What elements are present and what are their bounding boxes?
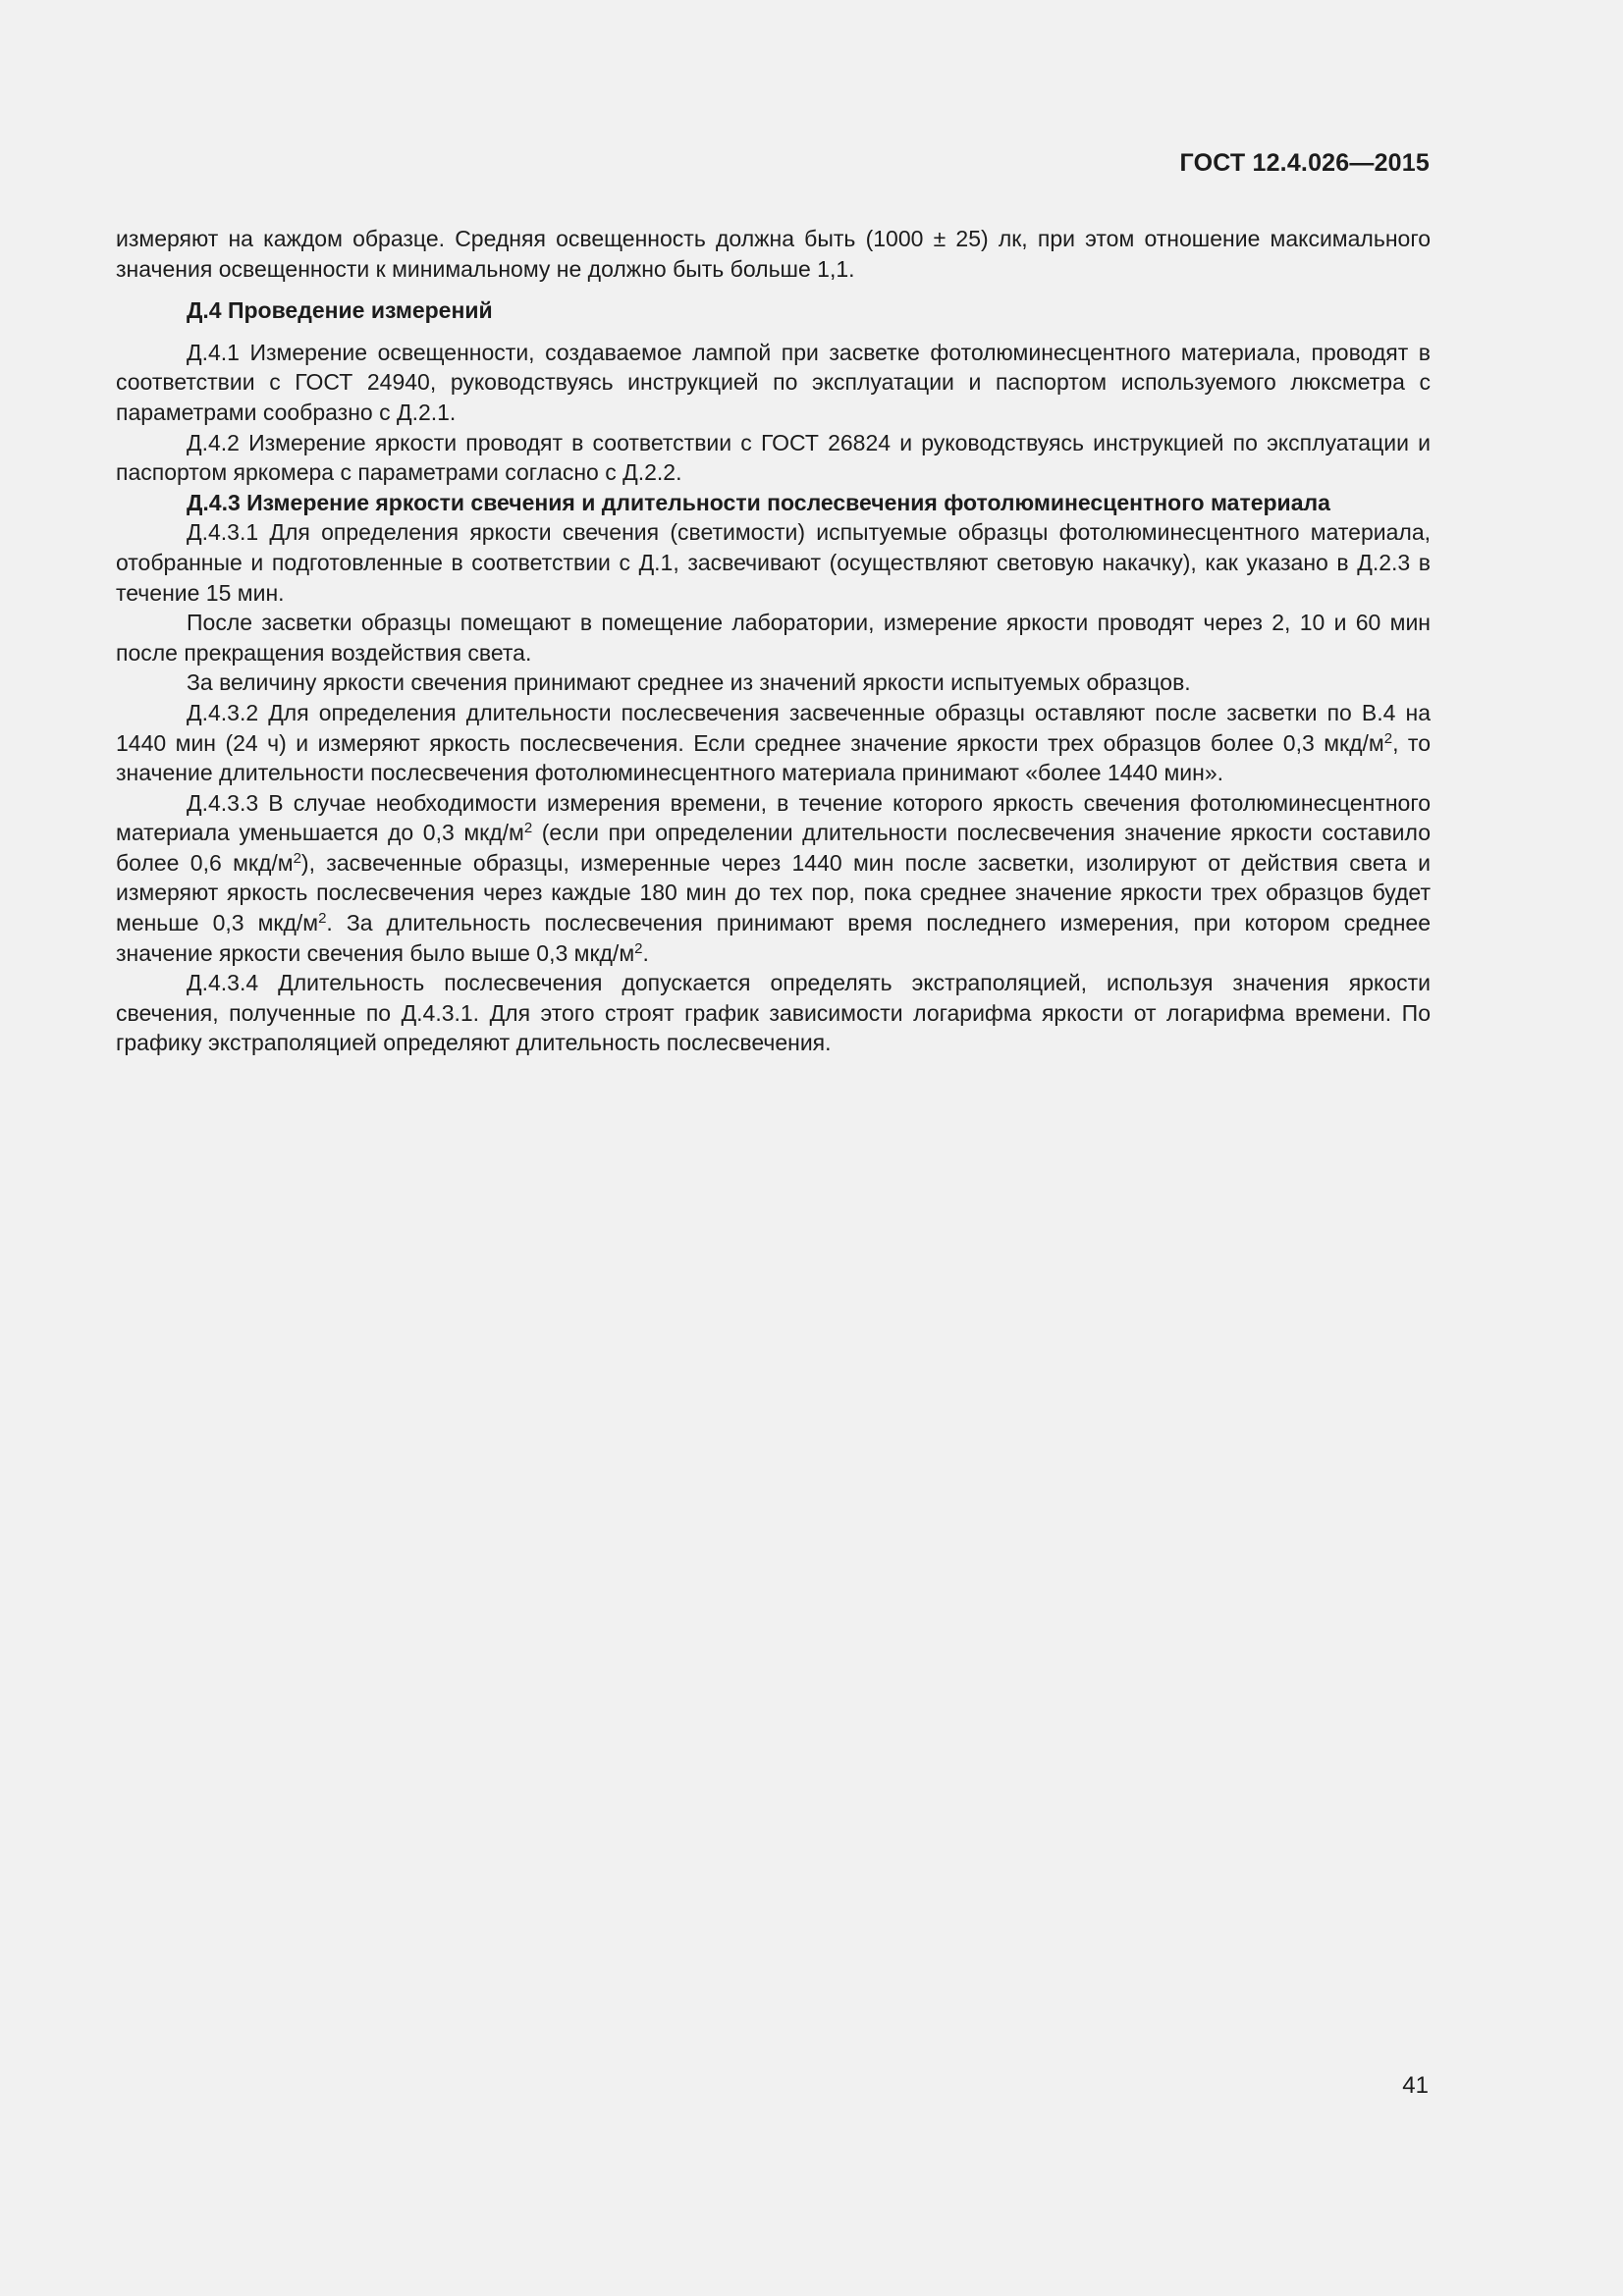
paragraph-d4-3-2	[116, 698, 1431, 788]
text-fragment: (если при определении длительности послесвечения значение яркости составило более 0,6 мкд/м	[116, 820, 1431, 876]
superscript: 2	[318, 910, 327, 928]
section-heading-d4-3: Д.4.3 Измерение яркости свечения и длительности послесвечения фотолюминесцентного материала	[187, 489, 1330, 515]
paragraph-d4-3-4: Д.4.3.4 Длительность послесвечения допускается определять экстраполяцией, используя значения яркости свечения, полученные по Д.4.3.1. Для этого строят график зависимости логарифма яркости от логарифма времени. По графику экстраполяцией определяют длительность послесвечения.	[116, 970, 1431, 1056]
text-fragment: Д.4.3.3 В случае необходимости измерения времени, в течение которого яркость свечения фотолюминесцентного материала уменьшается до 0,3 мкд/м	[116, 789, 1431, 846]
text-fragment: , то значение длительности послесвечения фотолюминесцентного материала принимают «более 1440 мин».	[116, 729, 1431, 786]
superscript: 2	[1383, 729, 1393, 747]
paragraph-d4-1: Д.4.1 Измерение освещенности, создаваемое лампой при засветке фотолюминесцентного материала, проводят в соответствии с ГОСТ 24940, руководствуясь инструкцией по эксплуатации и паспортом используемого люксметра с параметрами сообразно с Д.2.1.	[116, 339, 1431, 425]
paragraph-d4-2: Д.4.2 Измерение яркости проводят в соответствии с ГОСТ 26824 и руководствуясь инструкцией по эксплуатации и паспортом яркомера с параметрами согласно с Д.2.2.	[116, 429, 1431, 486]
paragraph-d4-3-1: Д.4.3.1 Для определения яркости свечения (светимости) испытуемые образцы фотолюминесцентного материала, отобранные и подготовленные в соответствии с Д.1, засвечивают (осуществляют световую накачку), как указано в Д.2.3 в течение 15 мин.	[116, 519, 1431, 606]
document-standard-header: ГОСТ 12.4.026—2015	[1179, 149, 1430, 177]
text-fragment: ), засвеченные образцы, измеренные через 1440 мин после засветки, изолируют от действия света и измеряют яркость послесвечения через каждые 180 мин до тех пор, пока среднее значение яркости трех образцов будет меньше 0,3 мкд/м	[116, 849, 1431, 936]
superscript: 2	[523, 820, 533, 837]
document-body	[116, 224, 1431, 1058]
paragraph-continued: измеряют на каждом образце. Средняя освещенность должна быть (1000 ± 25) лк, при этом отношение максимального значения освещенности к минимальному не должно быть больше 1,1.	[116, 226, 1431, 282]
paragraph-d4-3-3	[116, 788, 1431, 969]
superscript: 2	[293, 849, 301, 867]
paragraph-after-exposure: После засветки образцы помещают в помещение лаборатории, измерение яркости проводят через 2, 10 и 60 мин после прекращения воздействия света.	[116, 610, 1431, 666]
text-fragment: .	[642, 939, 649, 966]
superscript: 2	[634, 939, 643, 957]
paragraph-brightness-value: За величину яркости свечения принимают среднее из значений яркости испытуемых образцов.	[187, 669, 1191, 696]
text-fragment: . За длительность послесвечения принимают время последнего измерения, при котором среднее значение яркости свечения было выше 0,3 мкд/м	[116, 910, 1431, 966]
text-fragment: Д.4.3.2 Для определения длительности послесвечения засвеченные образцы оставляют после засветки по В.4 на 1440 мин (24 ч) и измеряют яркость послесвечения. Если среднее значение яркости трех образцов более 0,3 мкд/м	[116, 699, 1431, 756]
section-heading-d4: Д.4 Проведение измерений	[187, 297, 493, 324]
page-number: 41	[1402, 2072, 1429, 2099]
